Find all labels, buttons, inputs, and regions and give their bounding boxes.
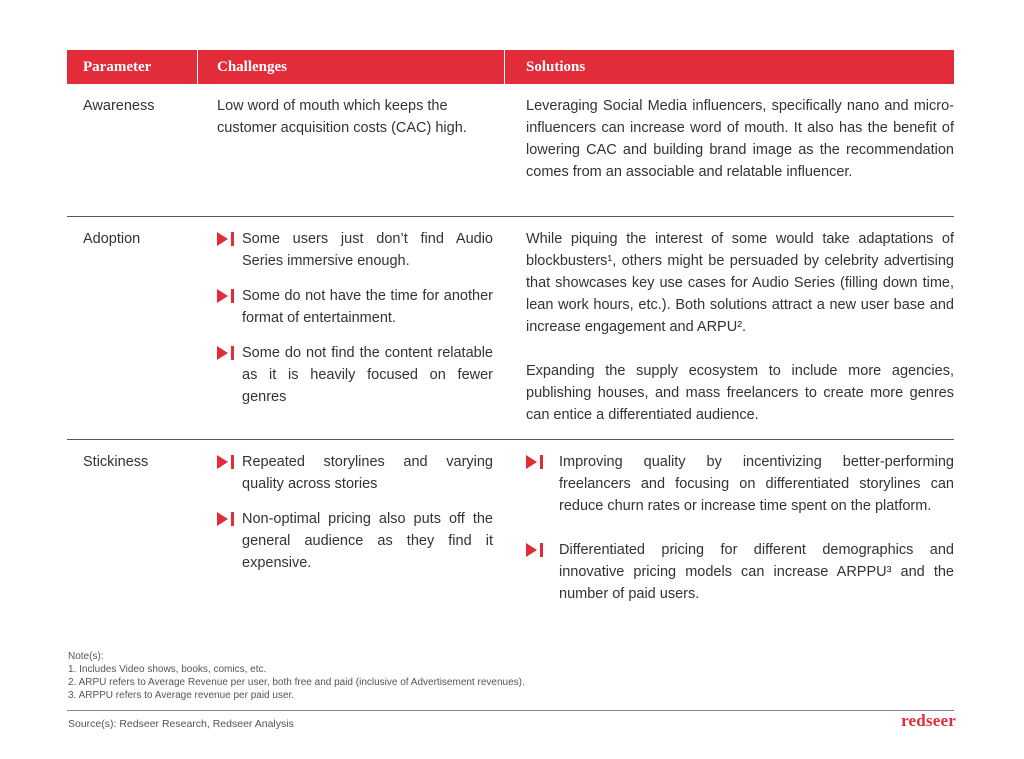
header-parameter: Parameter	[67, 50, 198, 84]
challenge-cell: Low word of mouth which keeps the customer acquisition costs (CAC) high.	[217, 98, 467, 136]
source-text: Source(s): Redseer Research, Redseer Analysis	[68, 718, 294, 730]
play-bullet-icon	[526, 543, 546, 557]
solution-text: Improving quality by incentivizing better-performing freelancers and focusing on differentiated storylines can reduce churn rates or increase time spent on the platform.	[559, 454, 954, 514]
challenge-text: Some do not find the content relatable as it is heavily focused on fewer genres	[242, 345, 493, 405]
solution-bullet	[526, 451, 954, 517]
play-bullet-icon	[217, 455, 237, 469]
table-row-adoption	[67, 217, 954, 440]
play-bullet-icon	[526, 455, 546, 469]
play-bullet-icon	[217, 289, 237, 303]
solution-paragraph: Expanding the supply ecosystem to include more agencies, publishing houses, and mass freelancers to create more genres can entice a differentiated audience.	[526, 363, 954, 423]
play-bullet-icon	[217, 512, 237, 526]
solution-paragraph: While piquing the interest of some would take adaptations of blockbusters¹, others might be persuaded by celebrity advertising that showcases key use cases for Audio Series (filling down time, lean work hours, etc.). Both solutions attract a new user base and increase engagement and ARPU².	[526, 231, 954, 335]
brand-logo: redseer	[901, 711, 956, 730]
solution-cell	[505, 228, 954, 439]
header-solutions: Solutions	[526, 58, 586, 75]
challenge-cell	[198, 228, 505, 439]
solution-cell	[505, 451, 954, 630]
parameter-cell: Awareness	[83, 98, 155, 114]
challenge-bullet	[217, 285, 493, 329]
table-header	[67, 50, 954, 84]
table-row-stickiness	[67, 440, 954, 630]
note-item: 3. ARPPU refers to Average revenue per paid user.	[68, 690, 295, 701]
note-item: 2. ARPU refers to Average Revenue per user, both free and paid (inclusive of Advertisement revenues).	[68, 677, 525, 688]
solution-bullet	[526, 539, 954, 605]
challenge-text: Some do not have the time for another format of entertainment.	[242, 288, 493, 326]
play-bullet-icon	[217, 346, 237, 360]
challenge-text: Some users just don’t find Audio Series immersive enough.	[242, 231, 493, 269]
notes	[68, 650, 525, 702]
challenge-bullet	[217, 508, 493, 574]
challenge-cell	[198, 451, 505, 630]
challenge-bullet	[217, 228, 493, 272]
challenge-text: Repeated storylines and varying quality across stories	[242, 454, 493, 492]
challenge-text: Non-optimal pricing also puts off the general audience as they find it expensive.	[242, 511, 493, 571]
notes-title: Note(s):	[68, 651, 104, 662]
parameter-cell: Adoption	[83, 231, 141, 247]
solution-cell: Leveraging Social Media influencers, specifically nano and micro-influencers can increase word of mouth. It also has the benefit of lowering CAC and building brand image as the recommendation comes from an associable and relatable influencer.	[526, 98, 954, 180]
challenge-bullet	[217, 342, 493, 408]
header-challenges: Challenges	[198, 50, 505, 84]
play-bullet-icon	[217, 232, 237, 246]
challenge-bullet	[217, 451, 493, 495]
solution-text: Differentiated pricing for different demographics and innovative pricing models can increase ARPPU³ and the number of paid users.	[559, 542, 954, 602]
table-row-awareness	[67, 84, 954, 217]
comparison-table	[67, 50, 954, 630]
footer-divider	[67, 710, 954, 711]
note-item: 1. Includes Video shows, books, comics, etc.	[68, 664, 267, 675]
parameter-cell: Stickiness	[83, 454, 149, 470]
